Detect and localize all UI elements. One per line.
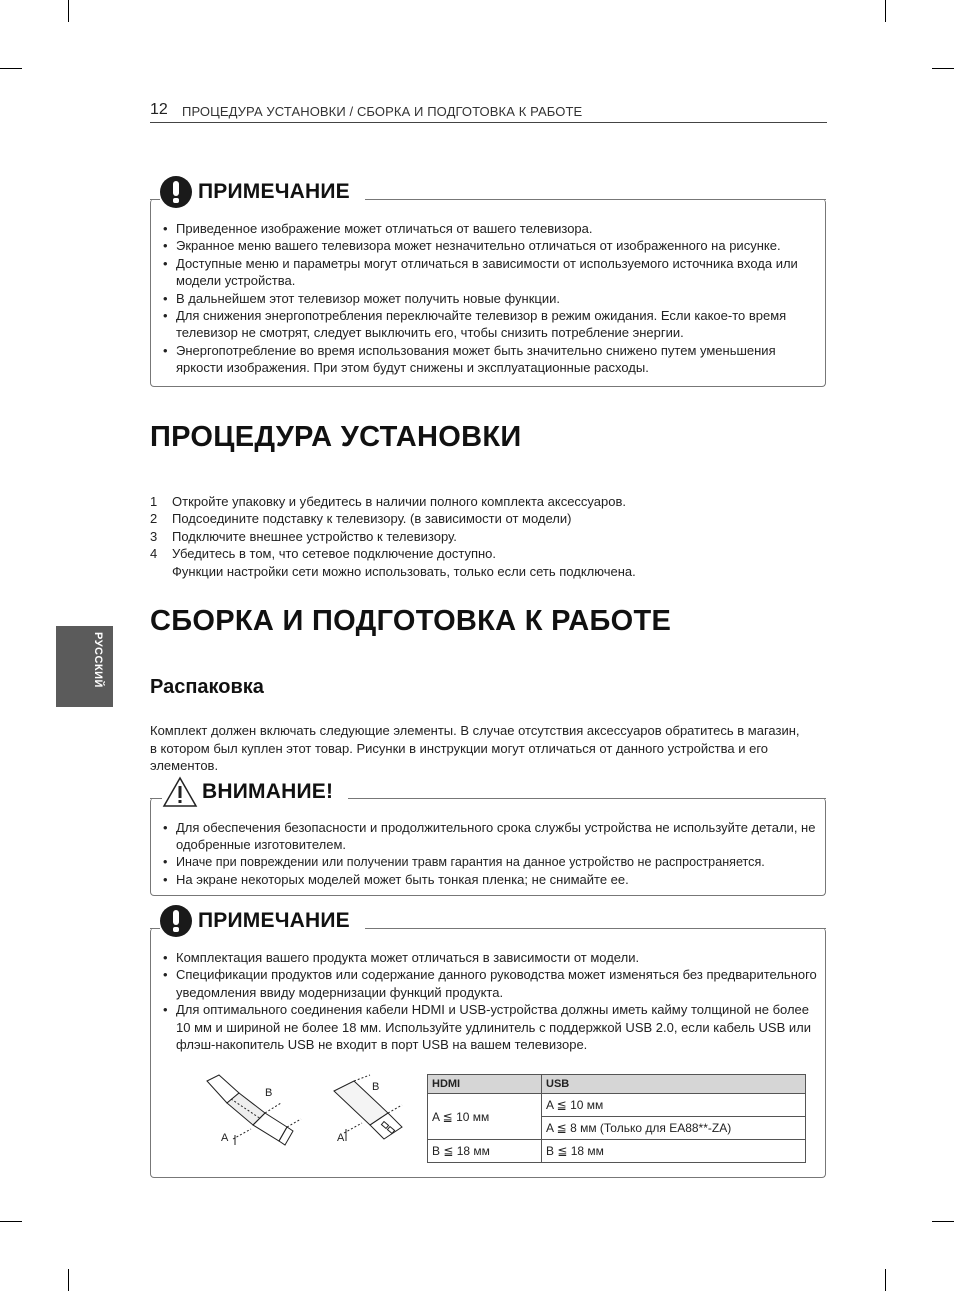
step-number: 3 [150, 528, 158, 544]
crop-mark [68, 1269, 69, 1291]
table-cell: A ≦ 10 мм [542, 1094, 806, 1117]
running-header: ПРОЦЕДУРА УСТАНОВКИ / СБОРКА И ПОДГОТОВКА К РАБОТЕ [182, 104, 583, 119]
crop-mark [932, 1221, 954, 1222]
note-title-label: ПРИМЕЧАНИЕ [198, 180, 350, 203]
step-note: Функции настройки сети можно использовать, только если сеть подключена. [172, 563, 636, 579]
step-number: 1 [150, 494, 158, 509]
table-header-usb: USB [542, 1075, 806, 1094]
intro-paragraph: Комплект должен включать следующие элементы. В случае отсутствия аксессуаров обратитесь в магазин, в котором был куплен этот товар. Рисунки в инструкции могут отличаться от данного устройства и его элементов. [150, 723, 800, 774]
step-text: Убедитесь в том, что сетевое подключение доступно. [172, 546, 497, 562]
caution-box-top-line [150, 798, 162, 799]
subsection-title: Распаковка [150, 676, 264, 698]
section-title: ПРОЦЕДУРА УСТАНОВКИ [150, 421, 522, 453]
list-item: • Комплектация вашего продукта может отличаться в зависимости от модели. [163, 949, 819, 966]
note-list [163, 220, 819, 377]
diagram-label-a: A [221, 1132, 229, 1144]
table-row [428, 1140, 806, 1163]
table-cell: B ≦ 18 мм [428, 1140, 542, 1163]
diagram-label-b: B [265, 1087, 273, 1099]
list-item: • Для снижения энергопотребления переключайте телевизор в режим ожидания. Если какое-то время телевизор не смотрят, следует выключить его, чтобы снизить потребление энергии. [163, 307, 819, 342]
table-cell: A ≦ 8 мм (Только для EA88**-ZA) [542, 1117, 806, 1140]
caution-box-top-line [348, 798, 826, 799]
section-title: СБОРКА И ПОДГОТОВКА К РАБОТЕ [150, 605, 672, 637]
header-rule [150, 122, 827, 123]
step-number: 2 [150, 511, 158, 527]
page-number: 12 [150, 101, 168, 118]
list-item: • Для обеспечения безопасности и продолжительного срока службы устройства не используйте детали, не одобренные изготовителем. [163, 819, 819, 854]
crop-mark [885, 1269, 886, 1291]
table-header-row [428, 1075, 806, 1094]
language-tab [56, 626, 113, 707]
connector-size-table [427, 1074, 806, 1163]
warning-triangle-icon [162, 776, 198, 808]
diagram-label-b: B [372, 1081, 380, 1093]
list-item: • Иначе при повреждении или получении травм гарантия на данное устройство не распространяется. [163, 854, 819, 871]
table-cell: B ≦ 18 мм [542, 1140, 806, 1163]
list-item: • Экранное меню вашего телевизора может незначительно отличаться от изображенного на рисунке. [163, 237, 819, 254]
list-item: • Спецификации продуктов или содержание данного руководства может изменяться без предварительного уведомления ввиду модернизации функций продукта. [163, 966, 819, 1001]
list-item [150, 528, 636, 545]
step-text: Откройте упаковку и убедитесь в наличии полного комплекта аксессуаров. [172, 494, 626, 509]
crop-mark [885, 0, 886, 22]
list-item: • Энергопотребление во время использования может быть значительно снижено путем уменьшения яркости изображения. При этом будут снижены и эксплуатационные расходы. [163, 342, 819, 377]
step-number: 4 [150, 546, 158, 562]
hdmi-connector-illustration [205, 1073, 305, 1153]
caution-list [163, 819, 819, 889]
note-list [163, 949, 819, 1053]
list-item [150, 545, 636, 580]
table-cell: A ≦ 10 мм [428, 1094, 542, 1140]
table-row [428, 1094, 806, 1117]
list-item: • В дальнейшем этот телевизор может получить новые функции. [163, 290, 819, 307]
note-box-top-line [365, 199, 826, 200]
table-header-hdmi: HDMI [428, 1075, 542, 1094]
crop-mark [932, 68, 954, 69]
crop-mark [0, 1221, 22, 1222]
crop-mark [0, 68, 22, 69]
note-title [160, 905, 362, 937]
exclamation-icon [160, 176, 192, 208]
list-item: • Приведенное изображение может отличаться от вашего телевизора. [163, 220, 819, 237]
list-item [150, 493, 636, 510]
caution-title-label: ВНИМАНИЕ! [202, 780, 334, 803]
step-text: Подключите внешнее устройство к телевизору. [172, 528, 457, 544]
language-tab-label: РУССКИЙ [92, 632, 104, 688]
list-item: • Для оптимального соединения кабели HDMI и USB-устройства должны иметь кайму толщиной не более 10 мм и шириной не более 18 мм. Используйте удлинитель с поддержкой USB 2.0, если кабель USB или флэш-накопитель USB не входит в порт USB на вашем телевизоре. [163, 1001, 819, 1053]
note-title [160, 176, 362, 208]
diagram-label-a: A [337, 1132, 345, 1144]
list-item [150, 510, 636, 527]
caution-title [162, 776, 345, 808]
steps-list [150, 493, 636, 580]
crop-mark [68, 0, 69, 22]
step-text: Подсоедините подставку к телевизору. (в зависимости от модели) [172, 511, 572, 527]
list-item: • Доступные меню и параметры могут отличаться в зависимости от используемого источника входа или модели устройства. [163, 255, 819, 290]
exclamation-icon [160, 905, 192, 937]
note-title-label: ПРИМЕЧАНИЕ [198, 909, 350, 932]
list-item: • На экране некоторых моделей может быть тонкая пленка; не снимайте ее. [163, 871, 819, 888]
note-box-top-line [365, 928, 826, 929]
